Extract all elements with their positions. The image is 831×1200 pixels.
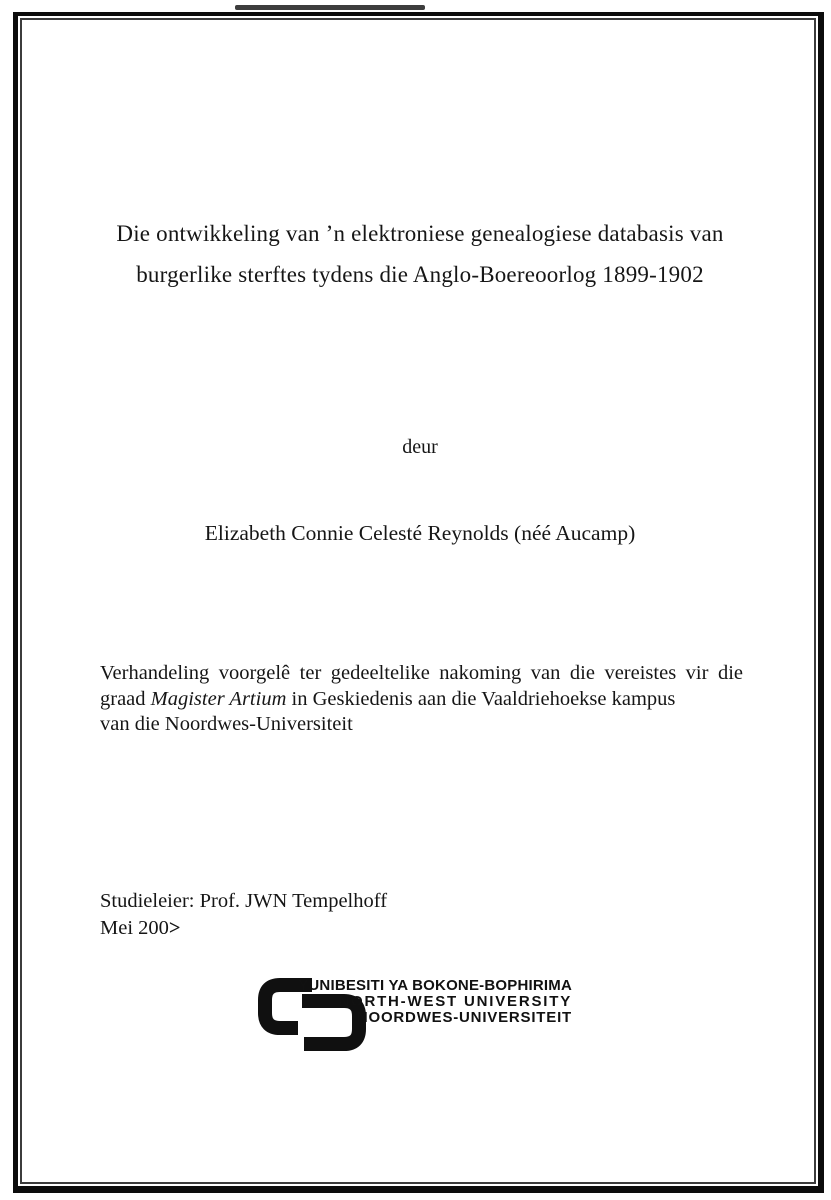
submission-line-3: van die Noordwes-Universiteit xyxy=(100,713,353,735)
university-name-setswana: YUNIBESITI YA BOKONE-BOPHIRIMA xyxy=(298,977,572,994)
date-line xyxy=(100,915,387,942)
byline-deur-label: deur xyxy=(402,436,438,458)
author-name: Elizabeth Connie Celesté Reynolds (néé Aucamp) xyxy=(204,521,636,545)
submission-line-2-pre: graad xyxy=(100,687,151,710)
supervisor-line: Studieleier: Prof. JWN Tempelhoff xyxy=(100,890,388,912)
university-name-lines xyxy=(298,978,572,1026)
scan-artifact-smear xyxy=(235,5,425,10)
thesis-title-line-1: Die ontwikkeling van ’n elektroniese genealogiese databasis van xyxy=(116,221,724,246)
thesis-title-line-2: burgerlike sterftes tydens die Anglo-Boereoorlog 1899-1902 xyxy=(136,262,704,287)
submission-line-2-post: in Geskiedenis aan die Vaaldriehoekse kampus xyxy=(286,687,676,710)
thesis-title xyxy=(95,213,745,295)
date-artifact-glyph: > xyxy=(168,916,181,940)
supervisor-date-block xyxy=(100,888,387,942)
date-text: Mei 200 xyxy=(100,917,169,939)
university-name-afrikaans: NOORDWES-UNIVERSITEIT xyxy=(356,1009,572,1026)
submission-line-1: Verhandeling voorgelê ter gedeeltelike nakoming van die vereistes vir die xyxy=(100,662,743,684)
university-name-english: NORTH-WEST UNIVERSITY xyxy=(338,993,572,1010)
degree-name-italic: Magister Artium xyxy=(150,687,287,710)
university-logo xyxy=(258,977,572,1053)
submission-statement xyxy=(100,661,743,738)
submission-line-2 xyxy=(100,687,743,713)
